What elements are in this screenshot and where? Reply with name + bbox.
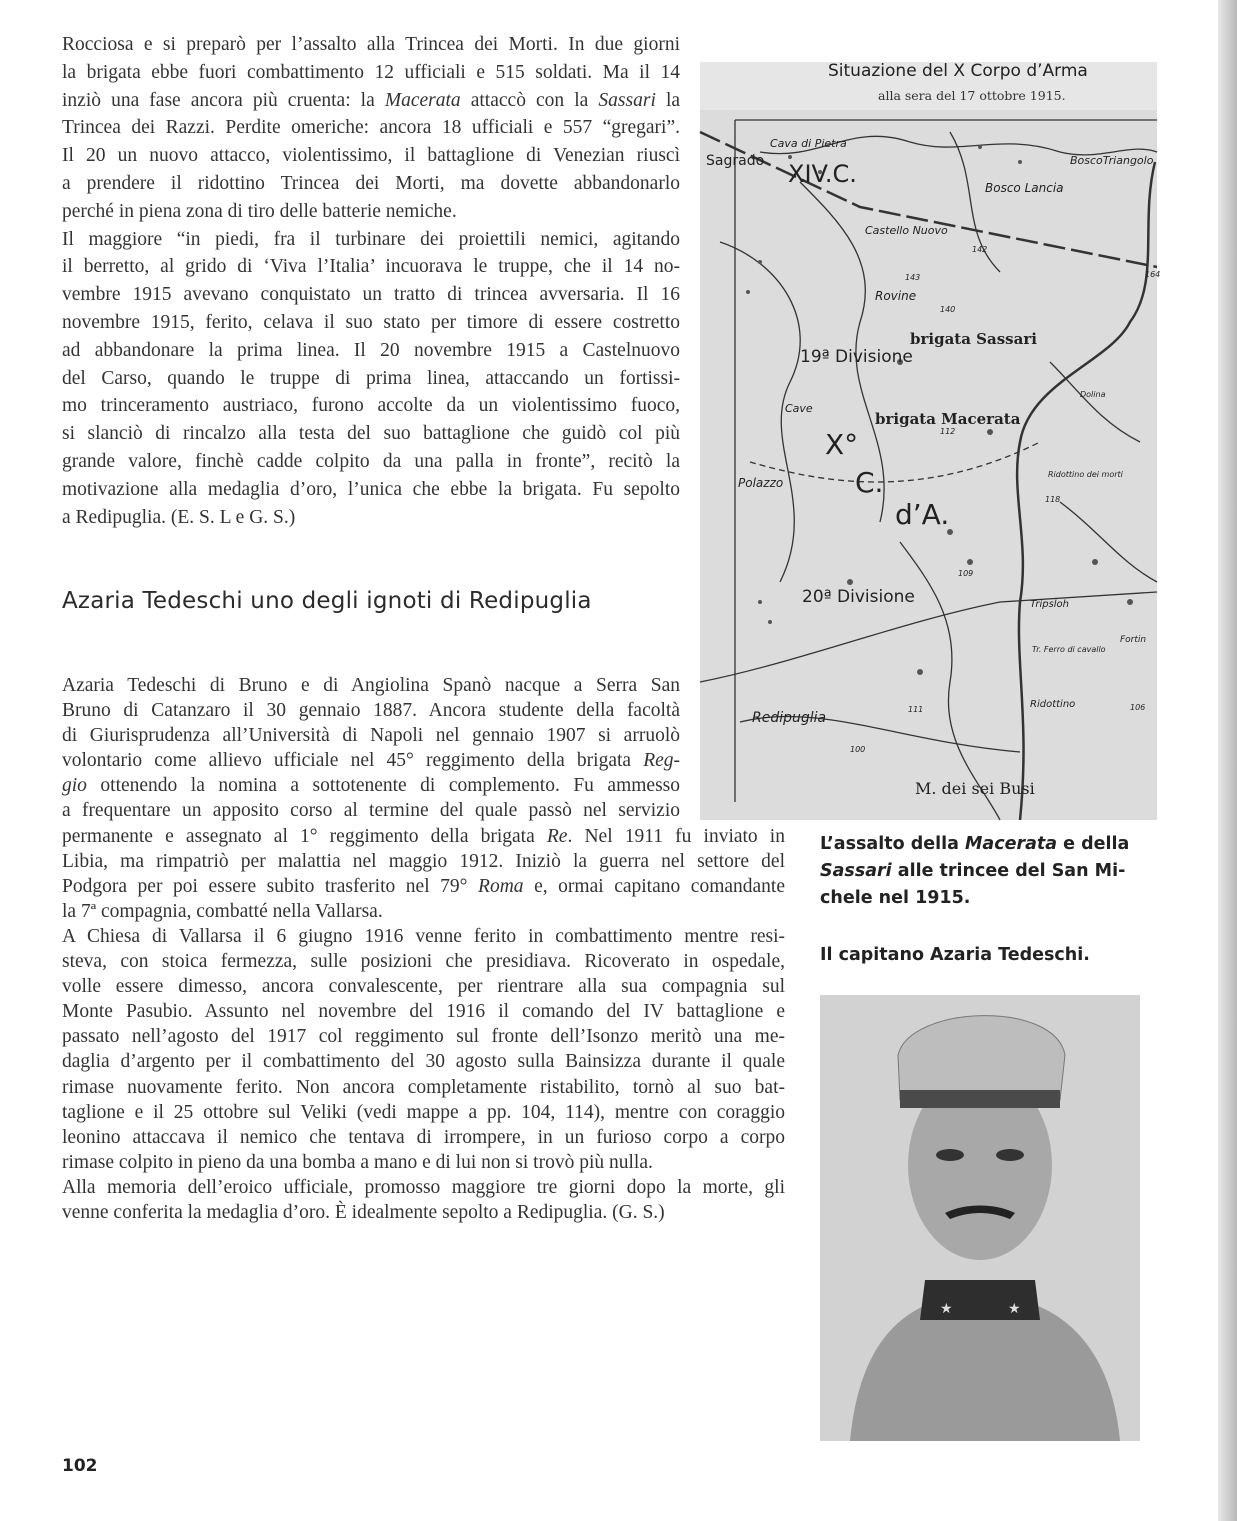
text-line <box>62 1125 785 1150</box>
text-line <box>62 226 680 254</box>
text-segment: rimase colpito in pieno da una bomba a mano e di lui non si trovò più nulla. <box>62 1151 653 1173</box>
text-line <box>62 673 680 698</box>
text-line <box>62 476 680 504</box>
text-line <box>62 999 785 1024</box>
text-segment: il berretto, al grido di ‘Viva l’Italia’ incuorava le truppe, che il 14 no- <box>62 256 680 278</box>
text-line <box>62 1150 785 1175</box>
text-segment: attaccò con la <box>460 89 599 111</box>
text-line <box>62 1100 785 1125</box>
map-label-fortin: Fortin <box>1120 635 1147 645</box>
map-label-ferro-cavallo: Tr. Ferro di cavallo <box>1032 645 1106 654</box>
map-label-bosco-lancia: Bosco Lancia <box>985 181 1064 195</box>
text-line <box>62 874 785 899</box>
text-line <box>62 253 680 281</box>
text-segment: Trincea dei Razzi. Perdite omeriche: ancora 18 ufficiali e 557 “gregari”. <box>62 117 680 139</box>
text-segment: la brigata ebbe fuori combattimento 12 ufficiali e 515 soldati. Ma il 14 <box>62 61 680 83</box>
text-line <box>62 924 785 949</box>
caption-text: alle trincee del San Mi- <box>891 861 1126 881</box>
text-line <box>62 448 680 476</box>
map-drawing <box>700 61 1161 820</box>
text-segment: a Redipuglia. (E. S. L e G. S.) <box>62 506 296 528</box>
text-segment: passato nell’agosto del 1917 col reggimento sul fronte dell’Isonzo meritò una me- <box>62 1026 785 1048</box>
text-segment: Podgora per poi essere subito trasferito nel 79° <box>62 875 479 897</box>
text-segment: daglia d’argento per il combattimento del 30 agosto sulla Bainsizza durante il quale <box>62 1051 785 1073</box>
text-segment: novembre 1915, ferito, celava il suo stato per timore di essere costretto <box>62 311 680 333</box>
svg-text:★: ★ <box>940 1301 953 1317</box>
svg-text:★: ★ <box>1008 1301 1021 1317</box>
map-label-tripsloh: Tripsloh <box>1030 599 1070 610</box>
caption-text: chele nel 1915. <box>820 888 971 908</box>
italic-text: Reg- <box>643 750 680 772</box>
map-label-polazzo: Polazzo <box>738 476 784 490</box>
text-segment: venne conferita la medaglia d’oro. È idealmente sepolto a Redipuglia. (G. S.) <box>62 1201 665 1223</box>
text-segment: permanente e assegnato al 1° reggimento della brigata <box>62 825 547 847</box>
text-segment: motivazione alla medaglia d’oro, l’unica che ebbe la brigata. Fu sepolto <box>62 478 680 500</box>
text-line <box>62 309 680 337</box>
text-segment: . Nel 1911 fu inviato in <box>567 825 785 847</box>
text-line <box>62 420 680 448</box>
text-segment: grande valore, finchè cadde colpito da una palla in fronte”, recitò la <box>62 450 680 472</box>
text-segment: Monte Pasubio. Assunto nel novembre del 1916 il comando del IV battaglione e <box>62 1001 785 1023</box>
map-elevation: 140 <box>940 305 956 314</box>
map-label-cave: Cave <box>785 402 813 415</box>
text-segment: vembre 1915 avevano conquistato un tratto di trincea avversaria. Il 16 <box>62 284 680 306</box>
text-line <box>62 899 785 924</box>
map-elevation: 143 <box>905 273 921 282</box>
text-segment: Alla memoria dell’eroico ufficiale, promosso maggiore tre giorni dopo la morte, gli <box>62 1176 785 1198</box>
text-line <box>62 337 680 365</box>
text-line <box>62 114 680 142</box>
map-label-sagrado: Sagrado <box>706 153 765 169</box>
map-elevation: 111 <box>908 705 924 714</box>
text-segment: Rocciosa e si preparò per l’assalto alla Trincea dei Morti. In due giorni <box>62 34 680 55</box>
text-segment: A Chiesa di Vallarsa il 6 giugno 1916 venne ferito in combattimento mentre resi- <box>62 925 785 947</box>
text-line <box>62 698 680 723</box>
text-line <box>62 1024 785 1049</box>
text-line <box>62 170 680 198</box>
portrait-photo <box>820 995 1140 1441</box>
text-segment: si slanciò di rincalzo alla testa del suo battaglione che guidò col più <box>62 423 680 445</box>
text-segment: del Carso, quando le truppe di prima linea, attaccando un fortissi- <box>62 367 680 389</box>
text-segment: leonino attaccava il nemico che tentava di irrompere, in un furioso corpo a corpo <box>62 1126 785 1148</box>
text-segment: ottenendo la nomina a sottotenente di complemento. Fu ammesso <box>86 775 680 797</box>
text-segment: Libia, ma rimpatriò per malattia nel maggio 1912. Iniziò la guerra nel settore del <box>62 850 785 872</box>
italic-text: Roma <box>478 875 524 897</box>
page-number: 102 <box>62 1456 98 1476</box>
text-line <box>62 824 785 849</box>
italic-text: Re <box>546 825 568 847</box>
map-label-ridottino: Ridottino <box>1030 699 1076 710</box>
text-segment: mo trinceramento austriaco, furono accolte da un violentissimo fuoco, <box>62 395 680 417</box>
article-text-lower <box>62 673 785 1225</box>
text-segment: volle essere dimesso, ancora convalescente, per rientrare alla sua compagnia sul <box>62 976 785 998</box>
text-line <box>62 723 680 748</box>
text-line <box>62 1049 785 1074</box>
text-line <box>62 849 785 874</box>
text-segment: Azaria Tedeschi di Bruno e di Angiolina Spanò nacque a Serra San <box>62 675 680 696</box>
text-line <box>62 31 680 59</box>
text-segment: taglione e il 25 ottobre sul Veliki (vedi mappe a pp. 104, 114), mentre con coraggio <box>62 1101 785 1123</box>
caption-text: L’assalto della <box>820 834 965 854</box>
text-line <box>62 1075 785 1100</box>
map-label-dolina: Dolina <box>1080 390 1106 399</box>
map-elevation: 100 <box>850 745 866 754</box>
map-label-rovine: Rovine <box>875 289 917 303</box>
section-heading: Azaria Tedeschi uno degli ignoti di Redipuglia <box>62 588 592 614</box>
text-segment: Il 20 un nuovo attacco, violentissimo, il battaglione di Venezian riuscì <box>62 145 680 167</box>
text-segment: di Giurisprudenza all’Università di Napoli nel gennaio 1907 si arruolò <box>62 725 680 747</box>
photo-caption: Il capitano Azaria Tedeschi. <box>820 945 1090 965</box>
map-label-da: d’A. <box>895 498 950 531</box>
map-elevation: 118 <box>1045 495 1061 504</box>
map-label-sei-busi: M. dei sei Busi <box>915 779 1035 798</box>
text-line <box>62 59 680 87</box>
italic-text: Sassari <box>598 89 656 111</box>
text-segment: e, ormai capitano comandante <box>523 875 785 897</box>
text-line <box>62 198 680 226</box>
map-elevation: 109 <box>958 569 974 578</box>
map-elevation: 164 <box>1145 270 1161 279</box>
text-segment: a prendere il ridottino Trincea dei Morti, ma dovette abbandonarlo <box>62 172 680 194</box>
text-line <box>62 87 680 115</box>
text-segment: Il maggiore “in piedi, fra il turbinare dei proiettili nemici, agitando <box>62 228 680 250</box>
text-line <box>62 365 680 393</box>
text-segment: perché in piena zona di tiro delle batterie nemiche. <box>62 200 457 222</box>
map-elevation: 106 <box>1130 703 1146 712</box>
caption-text: e della <box>1057 834 1130 854</box>
historical-map <box>700 61 1161 820</box>
map-label-x: X° <box>825 428 859 461</box>
text-segment: steva, con stoica fermezza, sulle posizioni che presidiava. Ricoverato in ospedale, <box>62 951 785 973</box>
caption-italic: Macerata <box>965 834 1058 854</box>
text-segment: rimase nuovamente ferito. Non ancora completamente ristabilito, tornò al suo bat- <box>62 1076 785 1098</box>
text-segment: inziò una fase ancora più cruenta: la <box>62 89 385 111</box>
map-label-bosco-triangolo: BoscoTriangolo <box>1070 154 1154 167</box>
map-label-redipuglia: Redipuglia <box>752 710 827 726</box>
text-line <box>62 392 680 420</box>
text-line <box>62 1175 785 1200</box>
text-line <box>62 142 680 170</box>
map-title: Situazione del X Corpo d’Arma <box>828 61 1088 81</box>
text-line <box>62 798 680 823</box>
map-label-20-divisione: 20ª Divisione <box>802 587 915 607</box>
text-line <box>62 504 680 532</box>
article-text-upper <box>62 31 680 531</box>
map-label-ridottino-morti: Ridottino dei morti <box>1048 470 1123 479</box>
map-label-brigata-macerata: brigata Macerata <box>875 410 1021 428</box>
portrait-drawing <box>820 995 1140 1441</box>
text-segment: Bruno di Catanzaro il 30 gennaio 1887. Ancora studente della facoltà <box>62 700 680 722</box>
text-segment: volontario come allievo ufficiale nel 45° reggimento della brigata <box>62 750 644 772</box>
map-caption <box>820 831 1129 912</box>
map-label-xiv: XIV.C. <box>788 160 857 188</box>
text-line <box>62 949 785 974</box>
text-line <box>62 748 680 773</box>
map-label-castello-nuovo: Castello Nuovo <box>865 224 948 237</box>
text-line <box>62 974 785 999</box>
text-segment: ad abbandonare la prima linea. Il 20 novembre 1915 a Castelnuovo <box>62 339 680 361</box>
map-subtitle: alla sera del 17 ottobre 1915. <box>878 88 1066 103</box>
text-line <box>62 773 680 798</box>
text-segment: a frequentare un apposito corso al termine del quale passò nel servizio <box>62 800 680 822</box>
map-elevation: 142 <box>972 245 988 254</box>
italic-text: Macerata <box>384 89 461 111</box>
map-label-19-divisione: 19ª Divisione <box>800 347 913 367</box>
page-edge <box>1218 0 1237 1521</box>
text-segment: la <box>655 89 681 111</box>
text-line <box>62 1200 785 1225</box>
map-elevation: 112 <box>940 427 956 436</box>
map-label-brigata-sassari: brigata Sassari <box>910 330 1037 348</box>
text-line <box>62 281 680 309</box>
map-label-c: C. <box>855 466 884 499</box>
caption-italic: Sassari <box>820 861 892 881</box>
map-label-cava-pietra: Cava di Pietra <box>770 137 847 150</box>
italic-text: gio <box>62 775 87 797</box>
text-segment: la 7ª compagnia, combatté nella Vallarsa. <box>62 900 383 922</box>
